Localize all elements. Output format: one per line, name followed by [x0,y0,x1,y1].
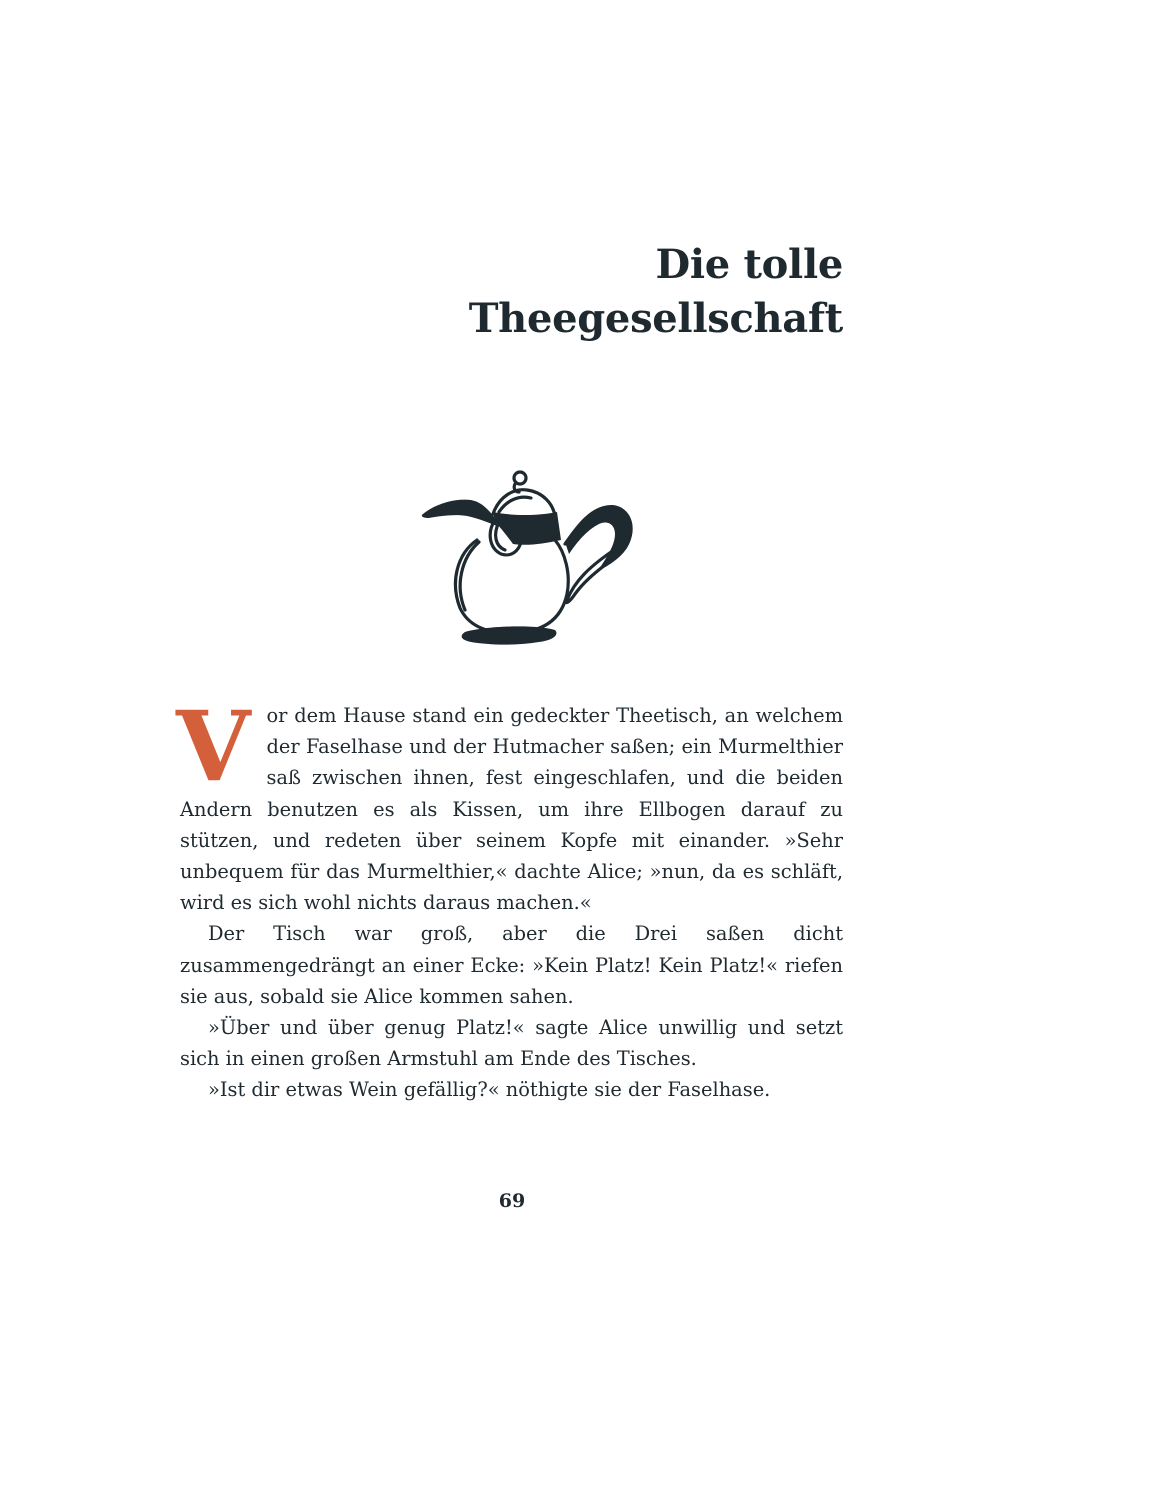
drop-cap: V [176,690,251,803]
chapter-title [400,238,843,346]
paragraph-2: Der Tisch war groß, aber die Drei saßen dicht zusammengedrängt an einer Ecke: »Kein Platz! Kein Platz!« riefen sie aus, sobald sie Alice kommen sahen. [180,922,843,1008]
paragraph-4: »Ist dir etwas Wein gefällig?« nöthigte sie der Faselhase. [208,1078,771,1102]
teapot-icon [415,462,640,652]
chapter-title-line-1: Die tolle [655,241,843,288]
paragraph-1-text: or dem Hause stand ein gedeckter Theetisch, an welchem der Faselhase und der Hutmacher saßen; ein Murmelthier saß zwischen ihnen, fest eingeschlafen, und die beiden Andern benutzen es als Kissen, um ihre Ellbogen darauf zu stützen, und redeten über seinem Kopfe mit einander. »Sehr unbequem für das Murmelthier,« dachte Alice; »nun, da es schläft, wird es sich wohl nichts daraus machen.« [180,704,843,915]
paragraph-3: »Über und über genug Platz!« sagte Alice unwillig und setzt sich in einen großen Armstuhl am Ende des Tisches. [180,1016,843,1071]
paragraph-1 [176,690,843,918]
chapter-title-line-2: Theegesellschaft [468,295,843,342]
chapter-body [176,690,843,1106]
page-number: 69 [498,1190,526,1212]
